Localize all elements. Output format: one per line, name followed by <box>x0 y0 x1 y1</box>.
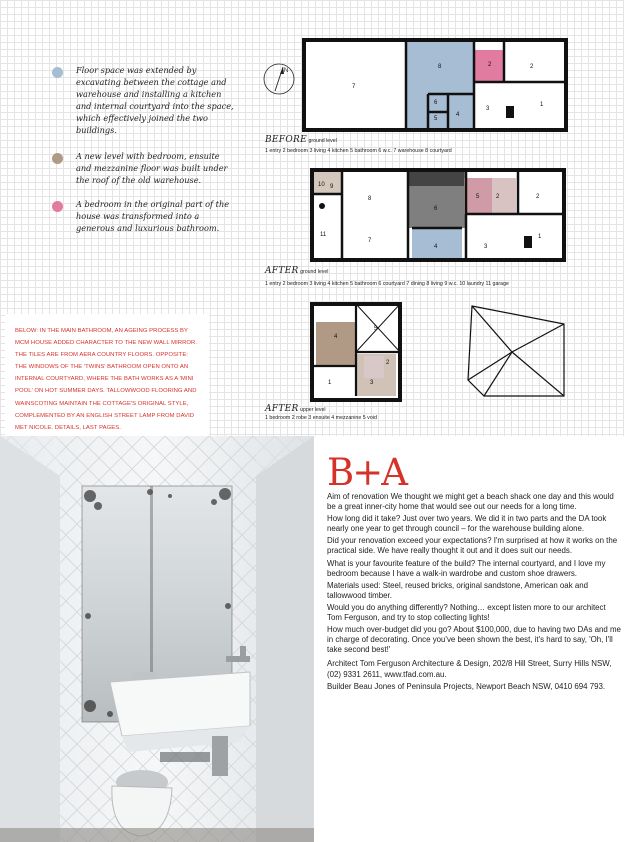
svg-text:1: 1 <box>540 102 544 108</box>
svg-text:2: 2 <box>386 360 390 366</box>
qa-item <box>327 536 622 556</box>
svg-text:2: 2 <box>536 194 540 200</box>
pink-dot-icon <box>52 201 63 212</box>
floor-plan-after-ground <box>308 166 570 266</box>
qa-question: Did your renovation exceed your expectations? <box>327 536 492 546</box>
after-upper-heading: AFTER <box>265 404 299 414</box>
qa-question: Aim of renovation <box>327 492 389 501</box>
qa-answer: Steel, reused bricks, original sandstone, American oak and tallowwood timber. <box>327 580 588 600</box>
svg-text:9: 9 <box>330 184 334 190</box>
floor-plan-after-upper <box>308 300 570 404</box>
svg-text:11: 11 <box>320 232 327 238</box>
tan-dot-icon <box>52 153 63 164</box>
legend-text: A bedroom in the original part of the house was transformed into a generous and luxurious bathroom. <box>76 199 230 233</box>
svg-text:8: 8 <box>438 64 442 70</box>
bathroom-photo <box>0 436 314 842</box>
svg-text:3: 3 <box>484 244 488 250</box>
svg-text:3: 3 <box>486 106 490 112</box>
svg-text:1: 1 <box>538 234 542 240</box>
plan-after-ground-title <box>265 266 328 276</box>
svg-text:2: 2 <box>530 64 534 70</box>
legend-item-pink <box>52 198 230 238</box>
legend-item-tan <box>52 150 227 194</box>
plan-after-upper-title <box>265 404 326 414</box>
before-level: ground level <box>308 138 337 144</box>
after-ground-heading: AFTER <box>265 266 299 276</box>
after-upper-level: upper level <box>300 407 326 413</box>
plan-before-title <box>265 135 337 145</box>
qa-item <box>327 559 622 579</box>
ba-logo: B+A <box>327 451 406 494</box>
svg-text:6: 6 <box>434 100 438 106</box>
svg-text:3: 3 <box>370 380 374 386</box>
after-ground-level: ground level <box>300 269 329 275</box>
qa-item <box>327 625 622 655</box>
qa-item <box>327 514 622 534</box>
plan-after-upper-key: 1 bedroom 2 robe 3 ensuite 4 mezzanine 5 void <box>265 415 377 421</box>
svg-text:5: 5 <box>476 194 480 200</box>
plan-before-key: 1 entry 2 bedroom 3 living 4 kitchen 5 bathroom 6 w.c. 7 warehouse 8 courtyard <box>265 148 452 154</box>
qa-question: How long did it take? <box>327 514 401 524</box>
svg-text:7: 7 <box>368 238 372 244</box>
svg-text:6: 6 <box>434 206 438 212</box>
qa-list <box>327 492 622 692</box>
qa-answer: Nothing… except listen more to our architect Tom Ferguson, and try to stop collecting lights! <box>327 602 606 623</box>
svg-text:5: 5 <box>374 326 378 332</box>
credit-architect: Architect Tom Ferguson Architecture & Design, 202/8 Hill Street, Surry Hills NSW, (02) 9331 2611, www.tfad.com.au. <box>327 659 612 679</box>
svg-text:4: 4 <box>334 334 338 340</box>
svg-text:8: 8 <box>368 196 372 202</box>
svg-text:5: 5 <box>434 116 438 122</box>
qa-answer: Just over two years. We did it in two parts and the DA took nearly one year to get through council – for the warehouse building alone. <box>327 514 607 534</box>
qa-question: What is your favourite feature of the build? <box>327 558 476 568</box>
qa-answer: We thought we might get a beach shack one day and this would be a great inner-city home that would see out our needs for a long time. <box>327 492 614 512</box>
qa-item <box>327 581 622 601</box>
credit-builder: Builder Beau Jones of Peninsula Projects, Newport Beach NSW, 0410 694 793. <box>327 681 606 691</box>
svg-text:1: 1 <box>328 380 332 386</box>
legend-text: Floor space was extended by excavating between the cottage and warehouse and installing a kitchen and internal courtyard into the space, which effectively joined the two buildings. <box>76 65 234 135</box>
north-arrow-icon <box>262 62 296 96</box>
blue-dot-icon <box>52 67 63 78</box>
floor-plan-before <box>300 36 570 134</box>
qa-answer: About $100,000, due to having two DAs and me in charge of decorating. Once you've been shown the best, it's hard to say, 'Oh, I'll take second best!' <box>327 625 621 655</box>
before-heading: BEFORE <box>265 135 307 145</box>
svg-text:N: N <box>284 68 289 74</box>
qa-question: Would you do anything differently? <box>327 602 448 612</box>
svg-text:2: 2 <box>496 194 500 200</box>
qa-item <box>327 492 622 512</box>
qa-answer: I'm surprised at how it works on the practical side. We have really thought it out and it does suit our needs. <box>327 536 618 556</box>
svg-text:4: 4 <box>456 112 460 118</box>
qa-question: How much over-budget did you go? <box>327 625 452 635</box>
qa-answer: The internal courtyard, and I love my bedroom because I have a walk-in wardrobe and custom shoe drawers. <box>327 558 606 578</box>
svg-text:2: 2 <box>488 62 492 68</box>
qa-item <box>327 603 622 623</box>
ba-panel <box>314 436 624 842</box>
svg-text:4: 4 <box>434 244 438 250</box>
plan-after-ground-key: 1 entry 2 bedroom 3 living 4 kitchen 5 bathroom 6 courtyard 7 dining 8 living 9 w.c. 10 laundry 11 garage <box>265 281 509 287</box>
svg-text:10: 10 <box>318 182 325 188</box>
legend-item-blue <box>52 64 234 144</box>
svg-text:7: 7 <box>352 84 356 90</box>
photo-caption: BELOW: IN THE MAIN BATHROOM, AN AGEING PROCESS BY MCM HOUSE ADDED CHARACTER TO THE NEW WALL MIRROR. THE TILES ARE FROM AERA COUNTRY FLOORS. OPPOSITE: THE WINDOWS OF THE 'TWINS' BATHROOM OPEN ONTO AN INTERNAL COURTYARD, WHERE THE BATH WORKS AS A 'MINI POOL' ON HOT SUMMER DAYS. TALLOWWOOD FLOORING AND WAINSCOTING MAINTAIN THE COTTAGE'S ORIGINAL STYLE, COMPLEMENTED BY AN ENGLISH STREET LAMP FROM DAVID MET NICOLE. DETAILS, LAST PAGES. <box>5 314 209 442</box>
qa-question: Materials used: <box>327 580 381 590</box>
legend-text: A new level with bedroom, ensuite and mezzanine floor was built under the roof of the old warehouse. <box>76 151 228 185</box>
